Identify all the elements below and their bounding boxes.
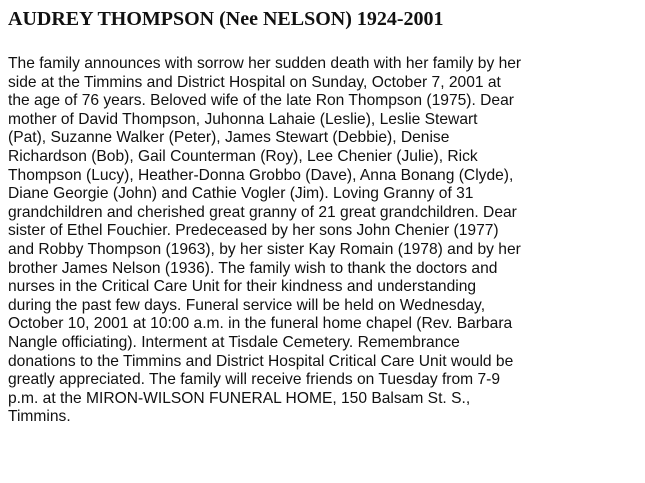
obituary-line: Thompson (Lucy), Heather-Donna Grobbo (Dave), Anna Bonang (Clyde), [8, 166, 514, 184]
obituary-line: Diane Georgie (John) and Cathie Vogler (Jim). Loving Granny of 31 [8, 185, 474, 203]
obituary-line: Nangle officiating). Interment at Tisdale Cemetery. Remembrance [8, 333, 460, 351]
obituary-line: brother James Nelson (1936). The family wish to thank the doctors and [8, 259, 498, 277]
obituary-body [8, 55, 644, 427]
obituary-line: the age of 76 years. Beloved wife of the late Ron Thompson (1975). Dear [8, 92, 514, 110]
obituary-line: during the past few days. Funeral service will be held on Wednesday, [8, 296, 486, 314]
obituary-line: side at the Timmins and District Hospital on Sunday, October 7, 2001 at [8, 73, 501, 91]
obituary-line: Timmins. [8, 408, 71, 426]
obituary-title: AUDREY THOMPSON (Nee NELSON) 1924-2001 [8, 8, 444, 30]
obituary-line: nurses in the Critical Care Unit for their kindness and understanding [8, 278, 477, 296]
obituary-line: p.m. at the MIRON-WILSON FUNERAL HOME, 150 Balsam St. S., [8, 389, 471, 407]
obituary-line: donations to the Timmins and District Hospital Critical Care Unit would be [8, 352, 514, 370]
obituary-line: Richardson (Bob), Gail Counterman (Roy), Lee Chenier (Julie), Rick [8, 147, 478, 165]
obituary-line: sister of Ethel Fouchier. Predeceased by her sons John Chenier (1977) [8, 222, 499, 240]
obituary-line: greatly appreciated. The family will receive friends on Tuesday from 7-9 [8, 371, 501, 389]
obituary-line: mother of David Thompson, Juhonna Lahaie (Leslie), Leslie Stewart [8, 110, 478, 128]
obituary-line: grandchildren and cherished great granny of 21 great grandchildren. Dear [8, 203, 517, 221]
obituary-line: The family announces with sorrow her sudden death with her family by her [8, 55, 522, 72]
obituary-line: (Pat), Suzanne Walker (Peter), James Stewart (Debbie), Denise [8, 129, 450, 147]
obituary-line: October 10, 2001 at 10:00 a.m. in the funeral home chapel (Rev. Barbara [8, 315, 513, 333]
obituary-line: and Robby Thompson (1963), by her sister Kay Romain (1978) and by her [8, 240, 521, 258]
